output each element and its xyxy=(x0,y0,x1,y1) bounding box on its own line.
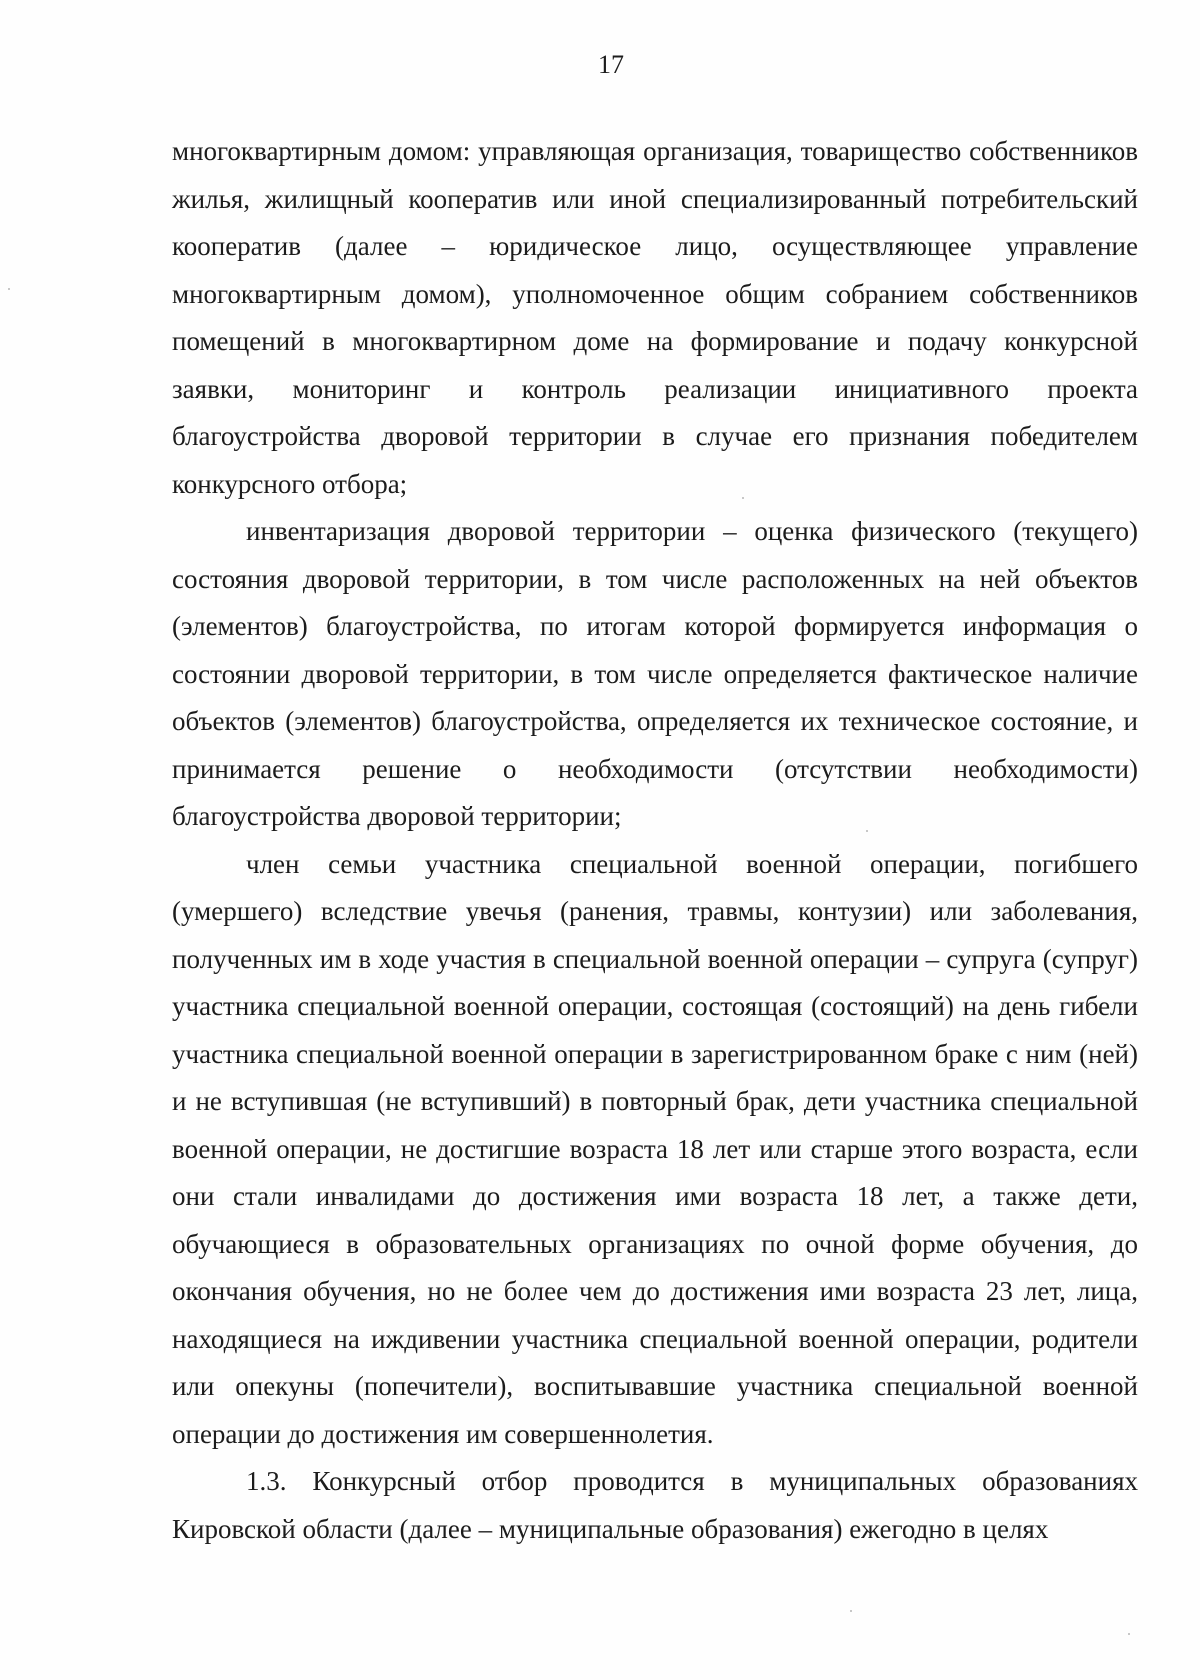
page-number: 17 xyxy=(598,50,624,79)
paragraph-section-1-3: 1.3. Конкурсный отбор проводится в муниципальных образованиях Кировской области (далее – муниципальные образования) ежегодно в целях xyxy=(172,1466,1138,1544)
body-text xyxy=(172,128,1138,1553)
paragraph-family-member-definition: член семьи участника специальной военной операции, погибшего (умершего) вследствие увечья (ранения, травмы, контузии) или заболевания, полученных им в ходе участия в специальной военной операции – супруга (супруг) участника специальной военной операции, состоящая (состоящий) на день гибели участника специальной военной операции в зарегистрированном браке с ним (ней) и не вступившая (не вступивший) в повторный брак, дети участника специальной военной операции, не достигшие возраста 18 лет или старше этого возраста, если они стали инвалидами до достижения ими возраста 18 лет, а также дети, обучающиеся в образовательных организациях по очной форме обучения, до окончания обучения, но не более чем до достижения ими возраста 23 лет, лица, находящиеся на иждивении участника специальной военной операции, родители или опекуны (попечители), воспитывавшие участника специальной военной операции до достижения им совершеннолетия. xyxy=(172,848,1138,1449)
scan-speck xyxy=(8,288,10,290)
paragraph-managing-organization: многоквартирным домом: управляющая организация, товарищество собственников жилья, жилищный кооператив или иной специализированный потребительский кооператив (далее – юридическое лицо, осуществляющее управление многоквартирным домом), уполномоченное общим собранием собственников помещений в многоквартирном доме на формирование и подачу конкурсной заявки, мониторинг и контроль реализации инициативного проекта благоустройства дворовой территории в случае его признания победителем конкурсного отбора; xyxy=(172,136,1138,499)
scan-speck xyxy=(1128,1633,1130,1635)
paragraph-yard-inventory: инвентаризация дворовой территории – оценка физического (текущего) состояния дворовой территории, в том числе расположенных на ней объектов (элементов) благоустройства, по итогам которой формируется информация о состоянии дворовой территории, в том числе определяется фактическое наличие объектов (элементов) благоустройства, определяется их техническое состояние, и принимается решение о необходимости (отсутствии необходимости) благоустройства дворовой территории; xyxy=(172,516,1138,831)
scan-speck xyxy=(742,497,744,499)
scan-speck xyxy=(850,1610,852,1612)
scan-speck xyxy=(866,830,868,832)
